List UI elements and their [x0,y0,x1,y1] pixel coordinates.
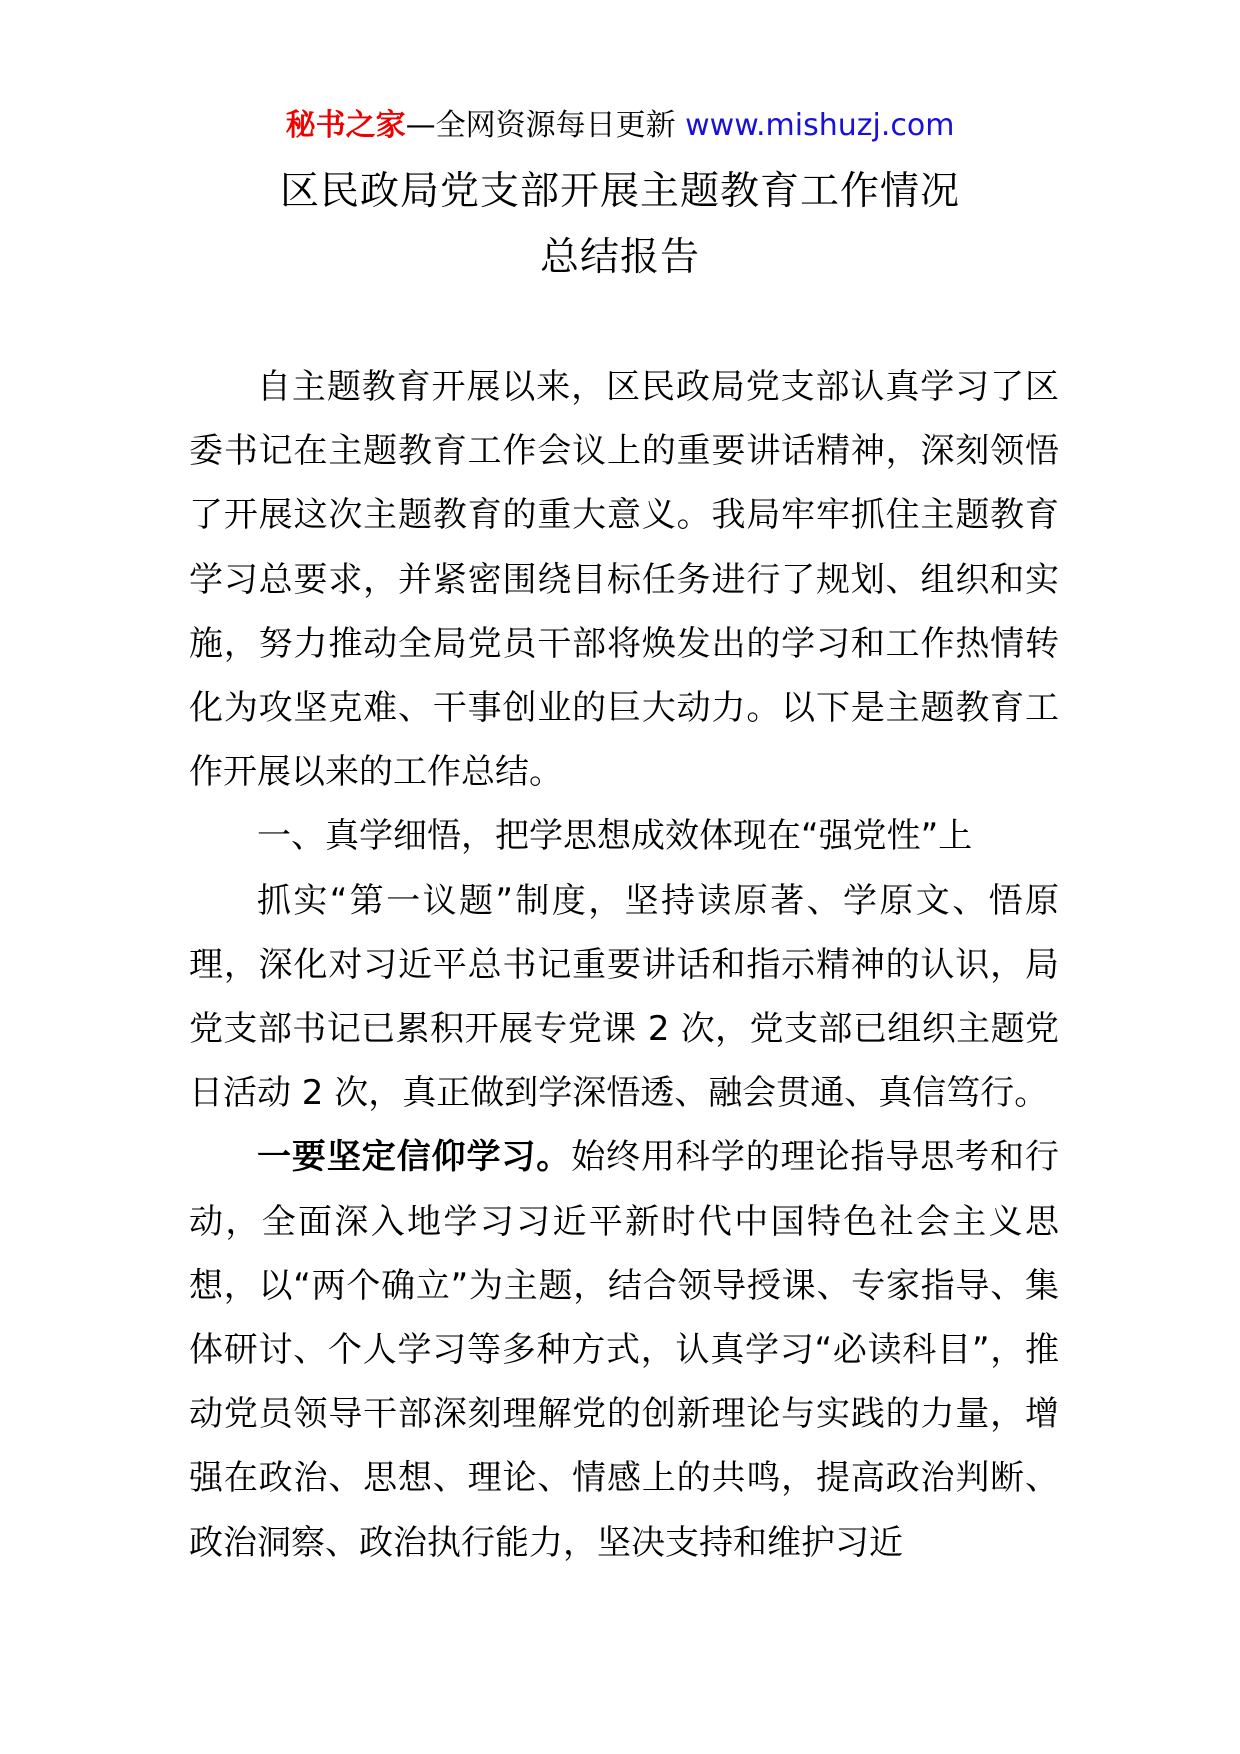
document-body [189,355,1059,1575]
brand-name: 秘书之家 [285,108,406,143]
document-title-line-1: 区民政局党支部开展主题教育工作情况 [279,169,960,214]
point-1-lead: 一要坚定信仰学习。 [257,1137,572,1178]
header-banner [0,104,1240,148]
document-title-line-2: 总结报告 [539,235,700,280]
site-url-link[interactable]: www.mishuzj.com [685,108,955,143]
section-1-paragraph: 抓实“第一议题”制度，坚持读原著、学原文、悟原理，深化对习近平总书记重要讲话和指示精神的认识，局党支部书记已累积开展专党课 2 次，党支部已组织主题党日活动 2 次，真正做到学深悟透、融会贯通、真信笃行。 [189,880,1059,1114]
point-1-paragraph [189,1125,1059,1574]
point-1-text: 始终用科学的理论指导思考和行动，全面深入地学习习近平新时代中国特色社会主义思想，以“两个确立”为主题，结合领导授课、专家指导、集体研讨、个人学习等多种方式，认真学习“必读科目”，推动党员领导干部深刻理解党的创新理论与实践的力量，增强在政治、思想、理论、情感上的共鸣，提高政治判断、政治洞察、政治执行能力，坚决支持和维护习近 [189,1137,1060,1563]
intro-paragraph: 自主题教育开展以来，区民政局党支部认真学习了区委书记在主题教育工作会议上的重要讲话精神，深刻领悟了开展这次主题教育的重大意义。我局牢牢抓住主题教育学习总要求，并紧密围绕目标任务进行了规划、组织和实施，努力推动全局党员干部将焕发出的学习和工作热情转化为攻坚克难、干事创业的巨大动力。以下是主题教育工作开展以来的工作总结。 [189,367,1059,793]
section-heading-1: 一、真学细悟，把学思想成效体现在“强党性”上 [257,816,973,857]
header-tagline: —全网资源每日更新 [405,108,686,143]
